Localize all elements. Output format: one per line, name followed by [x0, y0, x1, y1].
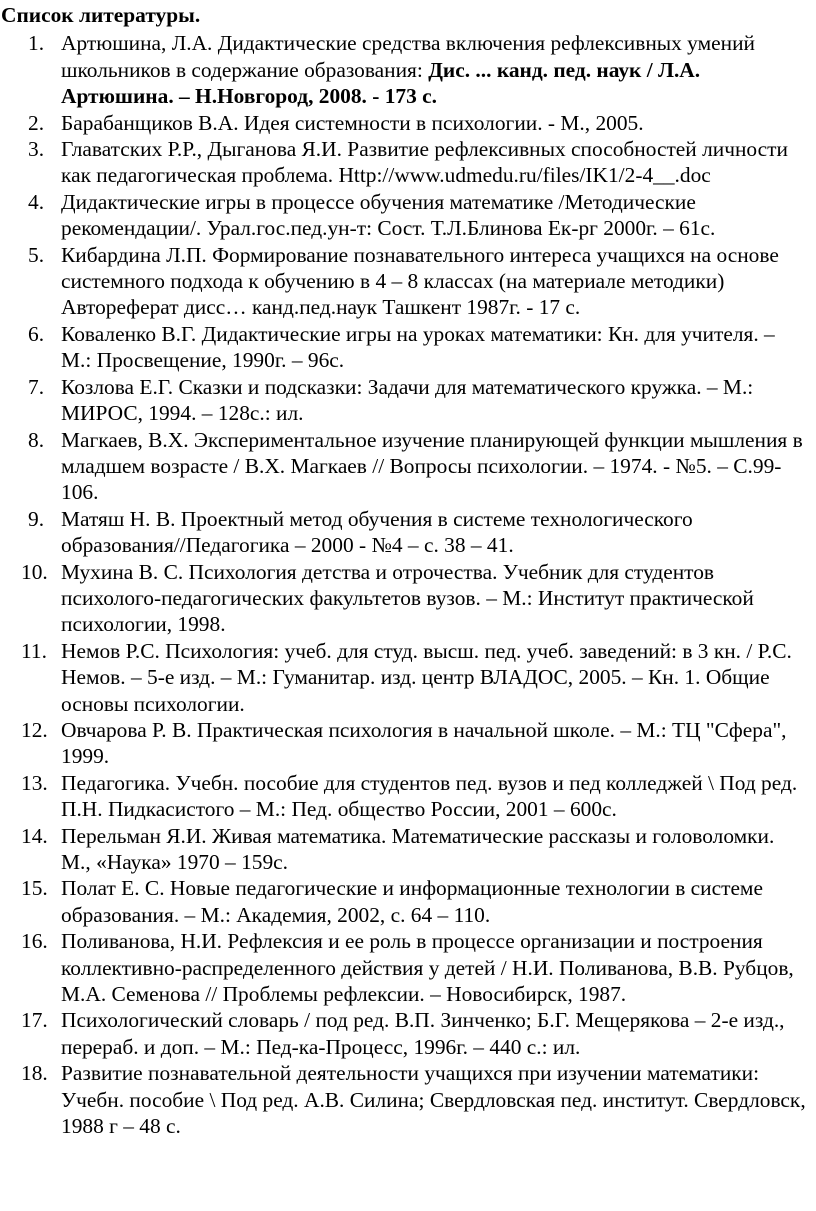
- reference-number: 3.: [28, 137, 45, 162]
- reference-number: 15.: [21, 876, 48, 901]
- reference-text: Полат Е. С. Новые педагогические и информационные технологии в системе образования. – М.: Академия, 2002, с. 64 – 110.: [61, 876, 763, 927]
- reference-number: 5.: [28, 242, 45, 267]
- reference-text: Козлова Е.Г. Сказки и подсказки: Задачи для математического кружка. – М.: МИРОС, 1994. – 128с.: ил.: [61, 374, 754, 426]
- reference-number: 12.: [21, 717, 48, 742]
- reference-item: [0, 559, 808, 638]
- reference-item: [0, 321, 808, 374]
- reference-item: [0, 189, 808, 242]
- reference-item: [0, 242, 808, 321]
- reference-number: 2.: [28, 110, 45, 135]
- reference-text: Перельман Я.И. Живая математика. Математические рассказы и головоломки. М., «Наука» 1970 – 159с.: [61, 823, 775, 874]
- reference-item: [0, 110, 808, 136]
- reference-number: 11.: [21, 638, 47, 663]
- reference-text: Поливанова, Н.И. Рефлексия и ее роль в процессе организации и построения коллективно-распределенного действия у детей / Н.И. Поливанова, В.В. Рубцов, М.А. Семенова // Проблемы рефлексии. – Новосибирск, 1987.: [61, 929, 794, 1007]
- reference-number: 1.: [28, 31, 45, 56]
- reference-item: [0, 875, 808, 928]
- reference-text: Магкаев, В.Х. Экспериментальное изучение планирующей функции мышления в младшем возрасте / В.Х. Магкаев // Вопросы психологии. – 1974. - №5. – С.99-106.: [61, 427, 803, 505]
- reference-number: 14.: [21, 823, 48, 848]
- reference-item: [0, 928, 808, 1007]
- reference-text: Главатских Р.Р., Дыганова Я.И. Развитие рефлексивных способностей личности как педагогическая проблема. Http://www.udmedu.ru/files/IK1/2-4__.doc: [61, 137, 788, 188]
- reference-text: Педагогика. Учебн. пособие для студентов пед. вузов и пед колледжей \ Под ред. П.Н. Пидкасистого – М.: Пед. общество России, 2001 – 600с.: [61, 770, 798, 822]
- reference-number: 16.: [21, 929, 48, 954]
- reference-item: [0, 770, 808, 823]
- reference-list: [0, 30, 808, 1139]
- reference-item: [0, 1060, 808, 1139]
- reference-item: [0, 30, 808, 109]
- reference-text: Матяш Н. В. Проектный метод обучения в системе технологического образования//Педагогика – 2000 - №4 – с. 38 – 41.: [61, 506, 693, 558]
- reference-text: Барабанщиков В.А. Идея системности в психологии. - М., 2005.: [61, 110, 644, 135]
- reference-text: Овчарова Р. В. Практическая психология в начальной школе. – М.: ТЦ "Сфера", 1999.: [61, 717, 787, 769]
- reference-number: 17.: [21, 1008, 48, 1033]
- reference-text: Дидактические игры в процессе обучения математике /Методические рекомендации/. Урал.гос.пед.ун-т: Сост. Т.Л.Блинова Ек-рг 2000г. – 61с.: [61, 189, 716, 241]
- reference-number: 9.: [28, 506, 45, 531]
- reference-number: 18.: [21, 1061, 48, 1086]
- reference-item: [0, 638, 808, 717]
- reference-text: Психологический словарь / под ред. В.П. Зинченко; Б.Г. Мещерякова – 2-е изд., перераб. и доп. – М.: Пед-ка-Процесс, 1996г. – 440 с.: ил.: [61, 1008, 785, 1059]
- reference-item: [0, 717, 808, 770]
- reference-number: 6.: [28, 321, 45, 346]
- reference-text: Развитие познавательной деятельности учащихся при изучении математики: Учебн. пособие \ Под ред. А.В. Силина; Свердловская пед. институт. Свердловск, 1988 г – 48 с.: [61, 1061, 806, 1139]
- reference-text: Мухина В. С. Психология детства и отрочества. Учебник для студентов психолого-педагогических факультетов вузов. – М.: Институт практической психологии, 1998.: [61, 559, 754, 637]
- page-title: Список литературы.: [1, 3, 201, 27]
- reference-number: 4.: [28, 189, 45, 214]
- reference-text: Артюшина, Л.А. Дидактические средства включения рефлексивных умений школьников в содержание образования:: [61, 31, 755, 82]
- reference-item: [0, 427, 808, 506]
- reference-text: Кибардина Л.П. Формирование познавательного интереса учащихся на основе системного подхода к обучению в 4 – 8 классах (на материале методики) Автореферат дисс… канд.пед.наук Ташкент 1987г. - 17 с.: [61, 242, 779, 320]
- reference-number: 13.: [21, 770, 48, 795]
- reference-item: [0, 823, 808, 876]
- reference-number: 7.: [28, 374, 45, 399]
- reference-number: 8.: [28, 427, 45, 452]
- reference-item: [0, 374, 808, 427]
- reference-item: [0, 136, 808, 189]
- reference-item: [0, 1007, 808, 1060]
- reference-bold-text: Дис. ... канд. пед. наук / Л.А. Артюшина. – Н.Новгород, 2008. - 173 с.: [61, 57, 701, 109]
- reference-text: Немов Р.С. Психология: учеб. для студ. высш. пед. учеб. заведений: в 3 кн. / Р.С. Немов. – 5-е изд. – М.: Гуманитар. изд. центр ВЛАДОС, 2005. – Кн. 1. Общие основы психологии.: [61, 638, 792, 716]
- reference-text: Коваленко В.Г. Дидактические игры на уроках математики: Кн. для учителя. – М.: Просвещение, 1990г. – 96с.: [61, 321, 775, 373]
- reference-number: 10.: [21, 559, 48, 584]
- reference-item: [0, 506, 808, 559]
